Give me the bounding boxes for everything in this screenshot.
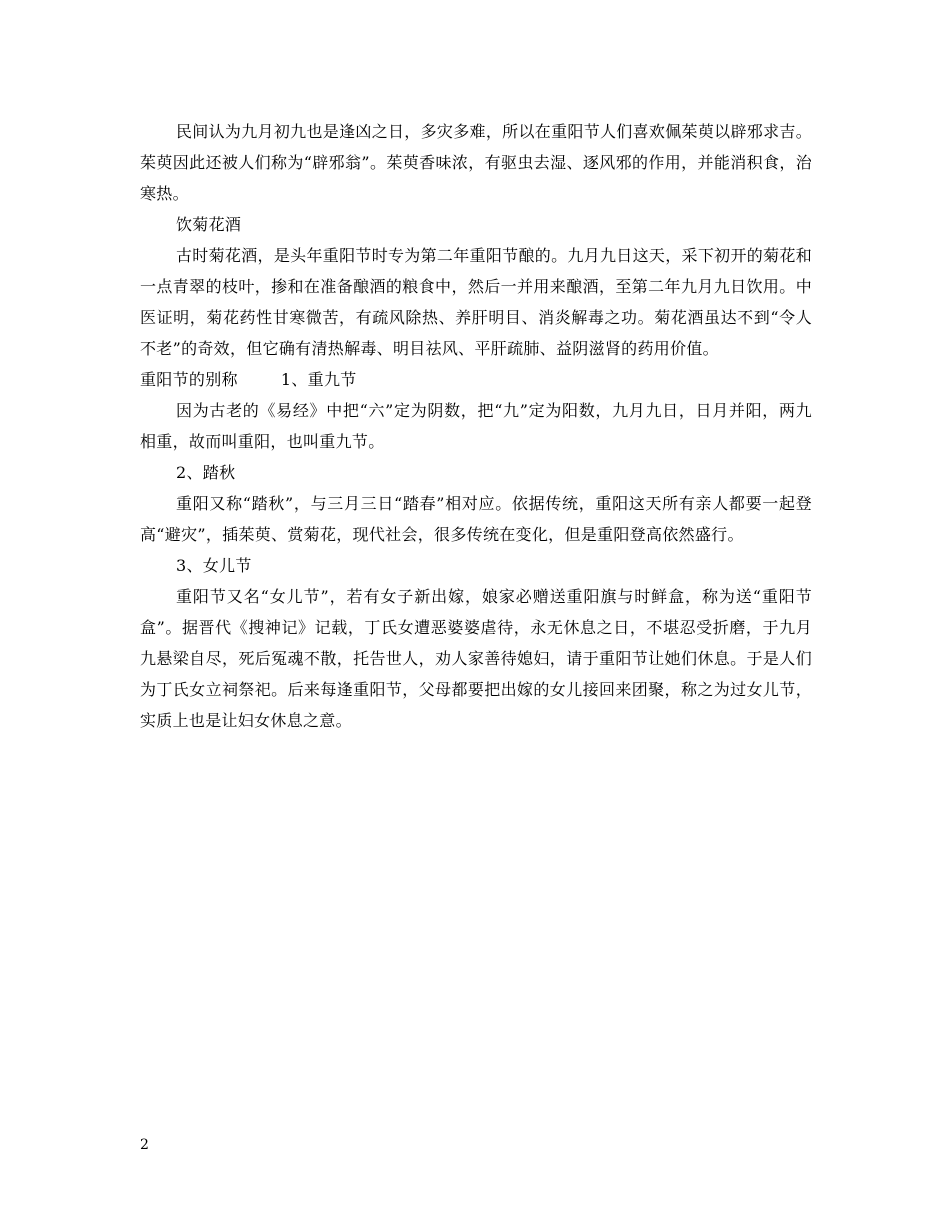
paragraph-zhuyu: 民间认为九月初九也是逢凶之日，多灾多难，所以在重阳节人们喜欢佩茱萸以辟邪求吉。茱萸因此还被人们称为“辟邪翁”。茱萸香味浓，有驱虫去湿、逐风邪的作用，并能消积食，治寒热。: [140, 122, 812, 203]
heading-drink-chrysanthemum-wine: 饮菊花酒: [176, 215, 242, 234]
paragraph-chongjiu: 因为古老的《易经》中把“六”定为阴数，把“九”定为阳数，九月九日，日月并阳，两九相重，故而叫重阳，也叫重九节。: [140, 401, 812, 451]
heading-festival-aliases: [140, 364, 812, 395]
paragraph-chrysanthemum-wine: 古时菊花酒，是头年重阳节时专为第二年重阳节酿的。九月九日这天，采下初开的菊花和一点青翠的枝叶，掺和在准备酿酒的粮食中，然后一并用来酿酒，至第二年九月九日饮用。中医证明，菊花药性甘寒微苦，有疏风除热、养肝明目、消炎解毒之功。菊花酒虽达不到“令人不老”的奇效，但它确有清热解毒、明目祛风、平肝疏肺、益阴滋肾的药用价值。: [140, 246, 812, 358]
paragraph-daughters-festival: 重阳节又名“女儿节”，若有女子新出嫁，娘家必赠送重阳旗与时鲜盒，称为送“重阳节盒”。据晋代《搜神记》记载，丁氏女遭恶婆婆虐待，永无休息之日，不堪忍受折磨，于九月九悬梁自尽，死后冤魂不散，托告世人，劝人家善待媳妇，请于重阳节让她们休息。于是人们为丁氏女立祠祭祀。后来每逢重阳节，父母都要把出嫁的女儿接回来团聚，称之为过女儿节，实质上也是让妇女休息之意。: [140, 587, 812, 730]
document-body: [140, 116, 812, 736]
heading-daughters-festival: 3、女儿节: [176, 556, 252, 575]
page-number: 2: [140, 1137, 149, 1153]
alias-item-chongjiu: 1、重九节: [280, 370, 357, 389]
paragraph-taqiu: 重阳又称“踏秋”，与三月三日“踏春”相对应。依据传统，重阳这天所有亲人都要一起登高“避灾”，插茱萸、赏菊花，现代社会，很多传统在变化，但是重阳登高依然盛行。: [140, 494, 812, 544]
heading-taqiu: 2、踏秋: [176, 463, 236, 482]
aliases-heading-text: 重阳节的别称: [140, 370, 238, 389]
